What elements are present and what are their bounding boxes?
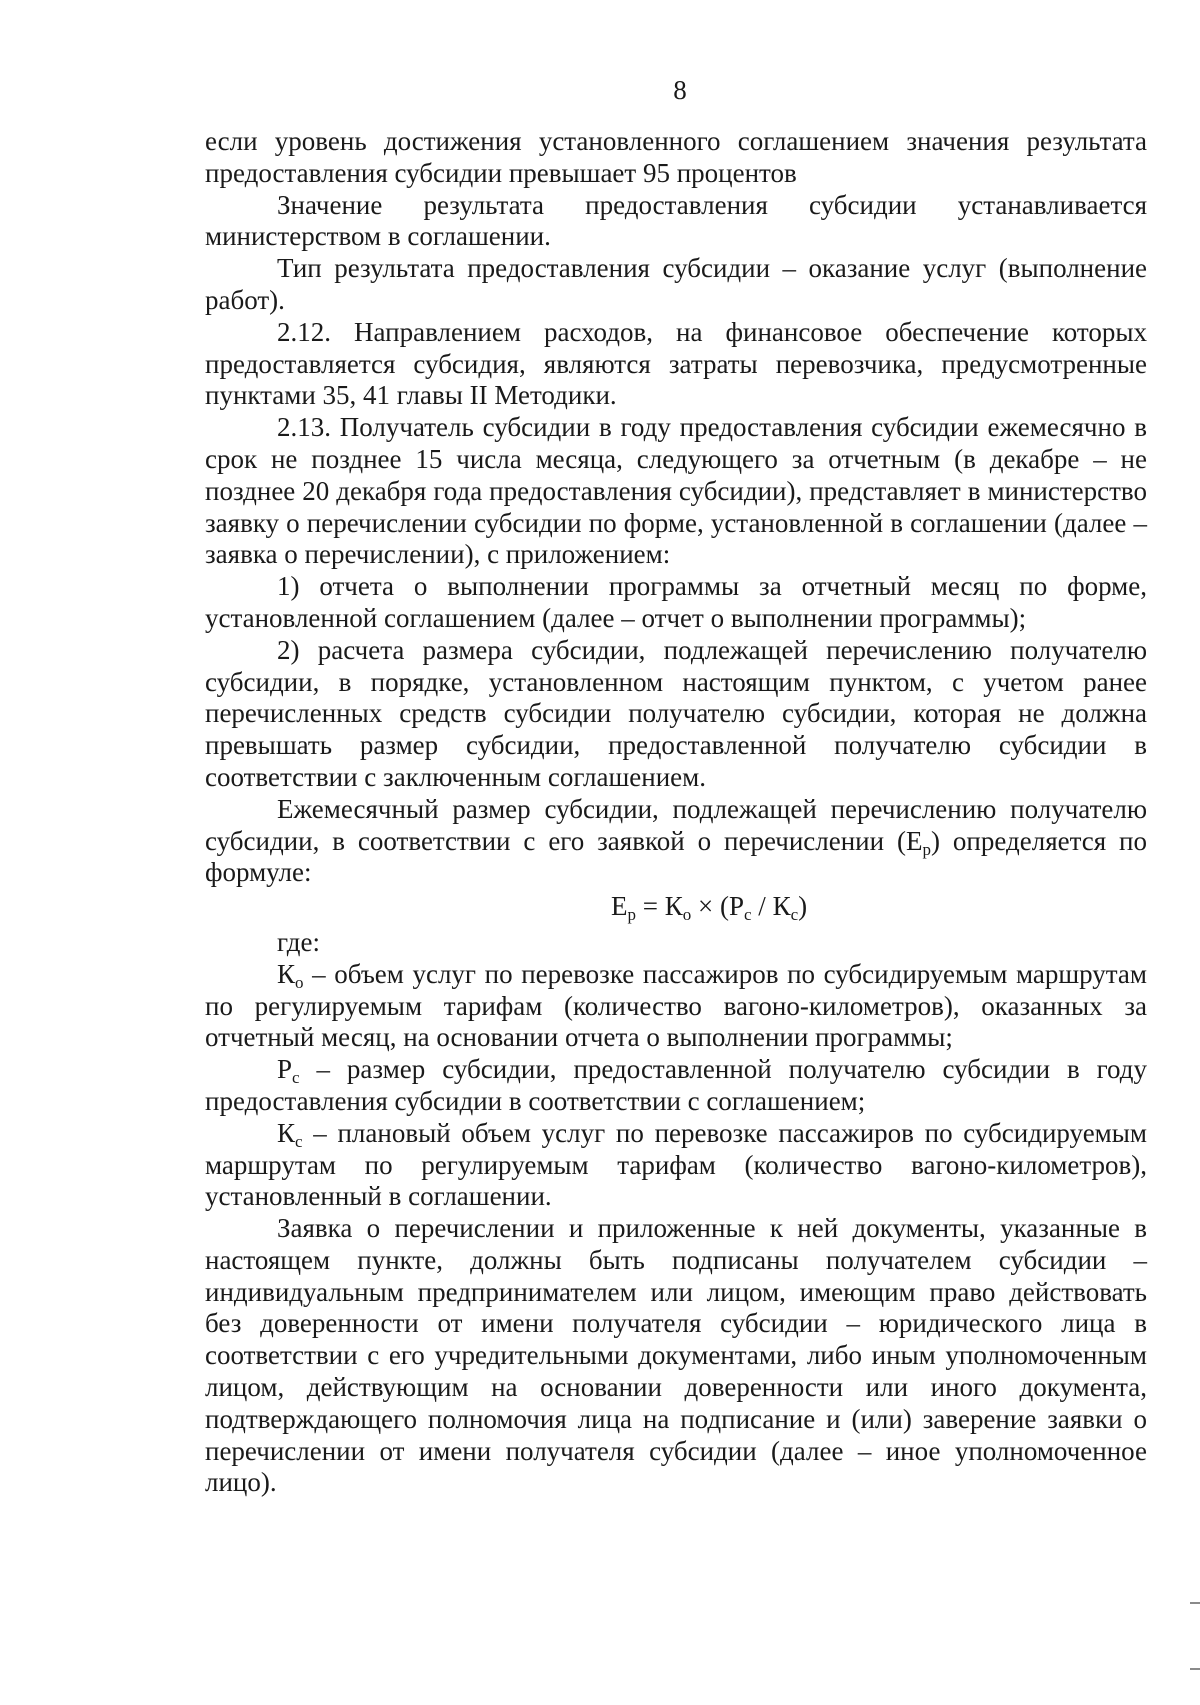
scan-edge-mark [1190, 1668, 1200, 1670]
formula-ep: Е [611, 891, 628, 922]
definition-pc [205, 1054, 1147, 1118]
formula-slash: / [751, 891, 773, 922]
formula-pc-sub: с [744, 905, 752, 925]
scan-edge-mark [1190, 1602, 1200, 1604]
kc-subscript: с [295, 1131, 303, 1151]
definition-kc [205, 1118, 1147, 1213]
page-number: 8 [673, 75, 687, 105]
paragraph-signature-requirements: Заявка о перечислении и приложенные к ней документы, указанные в настоящем пункте, должны быть подписаны получателем субсидии – индивидуальным предпринимателем или лицом, имеющим право действовать без доверенности от имени получателя субсидии – юридического лица в соответствии с его учредительными документами, либо иным уполномоченным лицом, действующим на основании доверенности или иного документа, подтверждающего полномочия лица на подписание и (или) заверение заявки о перечислении от имени получателя субсидии (далее – иное уполномоченное лицо). [205, 1213, 1147, 1498]
paragraph-2-12: 2.12. Направлением расходов, на финансовое обеспечение которых предоставляется субсидия, являются затраты перевозчика, предусмотренные пунктами 35, 41 главы II Методики. [205, 316, 1147, 411]
pc-subscript: с [292, 1068, 300, 1088]
kc-definition-text: – плановый объем услуг по перевозке пассажиров по субсидируемым маршрутам по регулируемым тарифам (количество вагоно-километров), установленный в соглашении. [205, 1117, 1147, 1212]
pc-definition-text: – размер субсидии, предоставленной получателю субсидии в году предоставления субсидии в соответствии с соглашением; [205, 1054, 1147, 1116]
paragraph-result-threshold: если уровень достижения установленного соглашением значения результата предоставления субсидии превышает 95 процентов [205, 126, 1147, 188]
where-label: где: [277, 926, 320, 957]
ep-subscript: р [922, 839, 931, 859]
ko-subscript: о [295, 972, 304, 992]
list-item-2-calculation: 2) расчета размера субсидии, подлежащей перечислению получателю субсидии, в порядке, установленном настоящим пунктом, с учетом ранее перечисленных средств субсидии получателю субсидии, которая не должна превышать размер субсидии, предоставленной получателю субсидии в соответствии с заключенным соглашением. [205, 634, 1147, 792]
monthly-subsidy-text: Ежемесячный размер субсидии, подлежащей перечислению получателю субсидии, в соответствии с его заявкой о перечислении ( [205, 793, 1147, 856]
formula [205, 891, 1147, 923]
paragraph-monthly-subsidy [205, 794, 1147, 889]
paragraph-result-type: Тип результата предоставления субсидии – оказание услуг (выполнение работ). [205, 253, 1147, 315]
document-body [205, 126, 1147, 1499]
list-item-1-report: 1) отчета о выполнении программы за отчетный месяц по форме, установленной соглашением (далее – отчет о выполнении программы); [205, 571, 1147, 633]
formula-pc: Р [728, 891, 744, 922]
formula-times: × ( [691, 891, 729, 922]
kc-symbol: К [277, 1117, 296, 1148]
formula-ep-sub: р [627, 905, 636, 925]
ko-symbol: К [277, 958, 296, 989]
ep-symbol: Е [906, 825, 923, 856]
formula-close: ) [798, 891, 808, 922]
monthly-subsidy-end: ) определяется по формуле: [205, 825, 1148, 888]
paragraph-2-13: 2.13. Получатель субсидии в году предоставления субсидии ежемесячно в срок не позднее 15 числа месяца, следующего за отчетным (в декабре – не позднее 20 декабря года предоставления субсидии), представляет в министерство заявку о перечислении субсидии по форме, установленной в соглашении (далее – заявка о перечислении), с приложением: [205, 412, 1147, 570]
paragraph-result-value: Значение результата предоставления субсидии устанавливается министерством в соглашении. [205, 189, 1147, 252]
formula-kc-sub: с [790, 905, 799, 925]
formula-ko: К [664, 891, 683, 922]
ko-definition-text: – объем услуг по перевозке пассажиров по субсидируемым маршрутам по регулируемым тарифам (количество вагоно-километров), оказанных за отчетный месяц, на основании отчета о выполнении программы; [205, 958, 1147, 1053]
formula-equals: = [636, 891, 665, 922]
formula-ko-sub: о [682, 905, 692, 925]
formula-kc: К [772, 891, 791, 922]
definition-ko [205, 959, 1147, 1054]
pc-symbol: Р [277, 1054, 293, 1085]
